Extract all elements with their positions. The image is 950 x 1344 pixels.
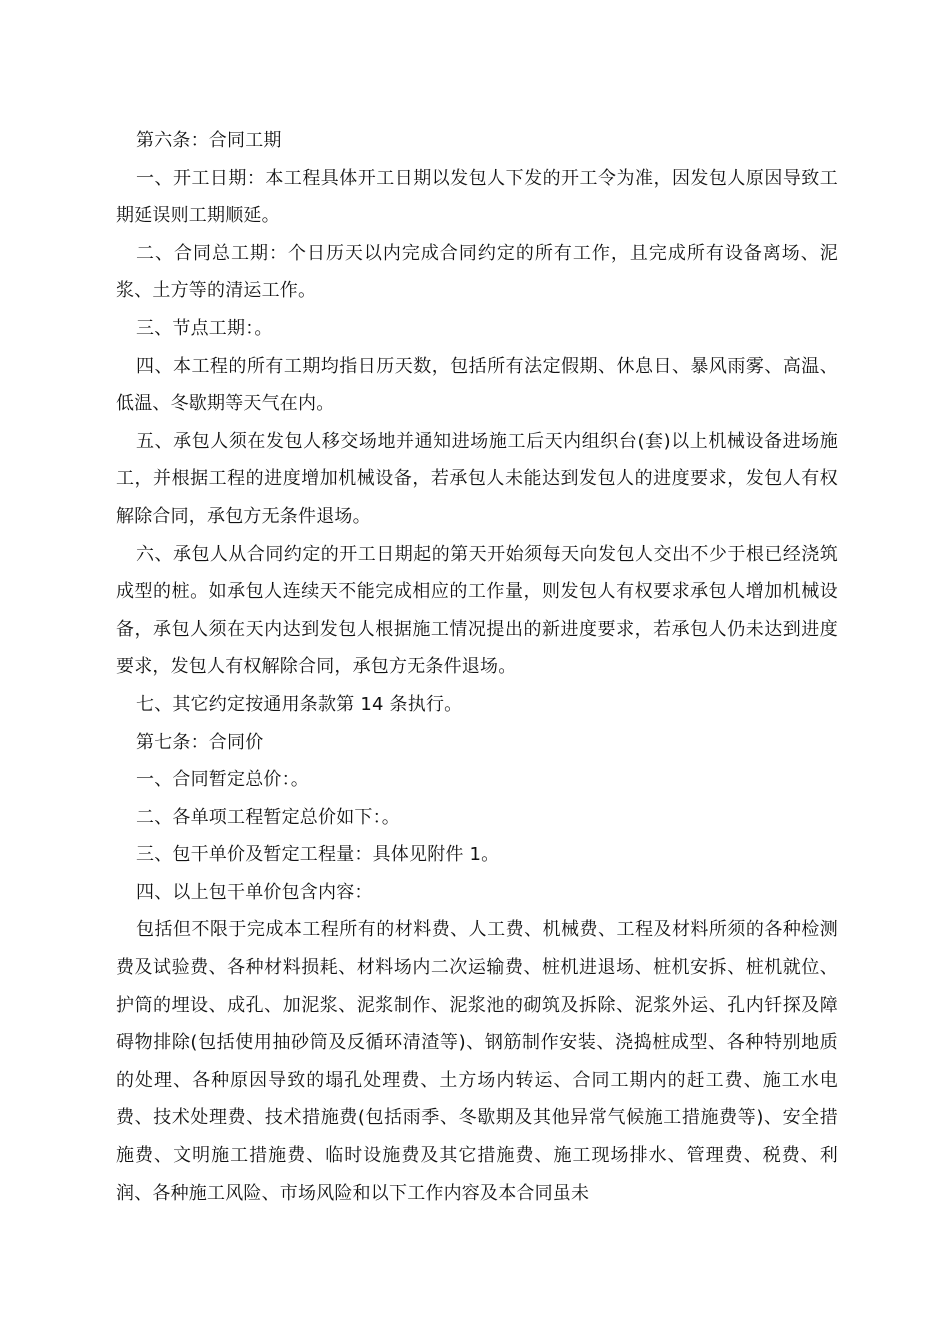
paragraph-equipment-mobilization: 五、承包人须在发包人移交场地并通知进场施工后天内组织台(套)以上机械设备进场施工，并根据工程的进度增加机械设备，若承包人未能达到发包人的进度要求，发包人有权解除合同，承包方无条件退场。 xyxy=(116,430,838,527)
paragraph-daily-progress: 六、承包人从合同约定的开工日期起的第天开始须每天向发包人交出不少于根已经浇筑成型的桩。如承包人连续天不能完成相应的工作量，则发包人有权要求承包人增加机械设备，承包人须在天内达到发包人根据施工情况提出的新进度要求，若承包人仍未达到进度要求，发包人有权解除合同，承包方无条件退场。 xyxy=(116,543,838,678)
paragraph-total-duration: 二、合同总工期：个日历天以内完成合同约定的所有工作，且完成所有设备离场、泥浆、土方等的清运工作。 xyxy=(116,242,838,302)
paragraph-milestone-duration: 三、节点工期：。 xyxy=(136,317,273,339)
paragraph-price-includes: 四、以上包干单价包含内容： xyxy=(136,881,373,903)
paragraph-unit-price: 三、包干单价及暂定工程量：具体见附件 1。 xyxy=(136,844,500,866)
paragraph-item-prices: 二、各单项工程暂定总价如下：。 xyxy=(136,806,400,828)
paragraph-total-price: 一、合同暂定总价：。 xyxy=(136,769,309,791)
section-heading-article-6: 第六条：合同工期 xyxy=(136,130,282,151)
document-body xyxy=(116,122,838,1212)
section-heading-article-7: 第七条：合同价 xyxy=(136,731,264,753)
paragraph-other-terms: 七、其它约定按通用条款第 14 条执行。 xyxy=(136,693,463,715)
paragraph-calendar-days: 四、本工程的所有工期均指日历天数，包括所有法定假期、休息日、暴风雨雾、高温、低温、冬歇期等天气在内。 xyxy=(116,355,838,415)
paragraph-start-date: 一、开工日期：本工程具体开工日期以发包人下发的开工令为准，因发包人原因导致工期延误则工期顺延。 xyxy=(116,167,838,227)
paragraph-price-details: 包括但不限于完成本工程所有的材料费、人工费、机械费、工程及材料所须的各种检测费及试验费、各种材料损耗、材料场内二次运输费、桩机进退场、桩机安拆、桩机就位、护筒的埋设、成孔、加泥浆、泥浆制作、泥浆池的砌筑及拆除、泥浆外运、孔内钎探及障碍物排除(包括使用抽砂筒及反循环清渣等)、钢筋制作安装、浇捣桩成型、各种特别地质的处理、各种原因导致的塌孔处理费、土方场内转运、合同工期内的赶工费、施工水电费、技术处理费、技术措施费(包括雨季、冬歇期及其他异常气候施工措施费等)、安全措施费、文明施工措施费、临时设施费及其它措施费、施工现场排水、管理费、税费、利润、各种施工风险、市场风险和以下工作内容及本合同虽未 xyxy=(116,919,838,1204)
